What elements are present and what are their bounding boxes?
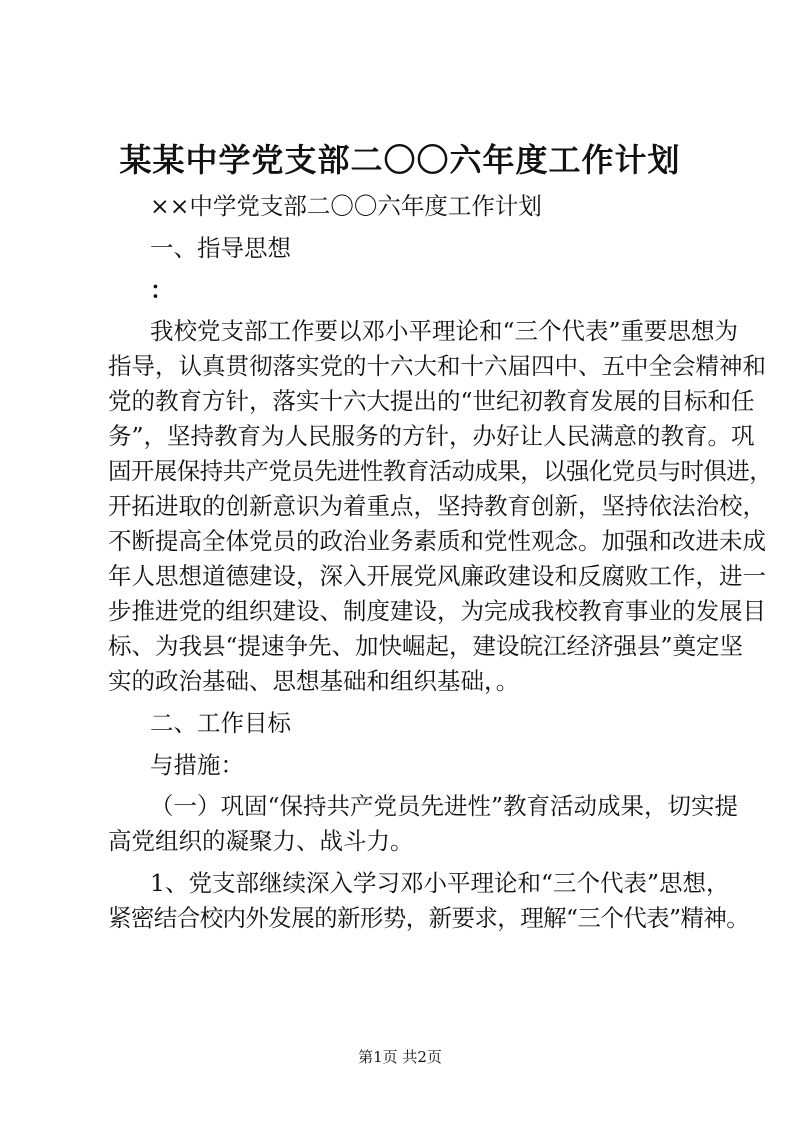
- paragraph-line: 务”，坚持教育为人民服务的方针，办好让人民满意的教育。巩: [108, 422, 755, 450]
- page-number-footer: 第1页 共2页: [358, 1048, 442, 1066]
- paragraph-line: （一）巩固“保持共产党员先进性”教育活动成果，切实提: [150, 792, 739, 820]
- paragraph-line: 年人思想道德建设，深入开展党风廉政建设和反腐败工作，进一: [108, 562, 766, 590]
- colon-line: ：: [150, 276, 174, 304]
- section-heading: 二、工作目标: [150, 709, 291, 737]
- paragraph-line: 高党组织的凝聚力、战斗力。: [108, 827, 414, 855]
- paragraph-line: 步推进党的组织建设、制度建设，为完成我校教育事业的发展目: [108, 597, 766, 625]
- section-heading-cont: 与措施：: [150, 751, 244, 779]
- paragraph-line: 开拓进取的创新意识为着重点，坚持教育创新，坚持依法治校，: [108, 492, 766, 520]
- section-heading: 一、指导思想: [150, 234, 291, 262]
- paragraph-line: 指导，认真贯彻落实党的十六大和十六届四中、五中全会精神和: [108, 352, 766, 380]
- paragraph-line: 我校党支部工作要以邓小平理论和“三个代表”重要思想为: [150, 317, 739, 345]
- paragraph-line: 固开展保持共产党员先进性教育活动成果，以强化党员与时俱进，: [108, 457, 773, 485]
- subtitle-line: ××中学党支部二〇〇六年度工作计划: [150, 192, 542, 220]
- paragraph-line: 标、为我县“提速争先、加快崛起，建设皖江经济强县”奠定坚: [108, 632, 744, 660]
- paragraph-line: 不断提高全体党员的政治业务素质和党性观念。加强和改进未成: [108, 527, 766, 555]
- paragraph-line: 实的政治基础、思想基础和组织基础，。: [108, 667, 520, 695]
- paragraph-line: 1、党支部继续深入学习邓小平理论和“三个代表”思想，: [150, 869, 730, 897]
- document-title: 某某中学党支部二〇〇六年度工作计划: [119, 141, 681, 179]
- paragraph-line: 党的教育方针，落实十六大提出的“世纪初教育发展的目标和任: [108, 387, 755, 415]
- paragraph-line: 紧密结合校内外发展的新形势，新要求，理解“三个代表”精神。: [108, 904, 750, 932]
